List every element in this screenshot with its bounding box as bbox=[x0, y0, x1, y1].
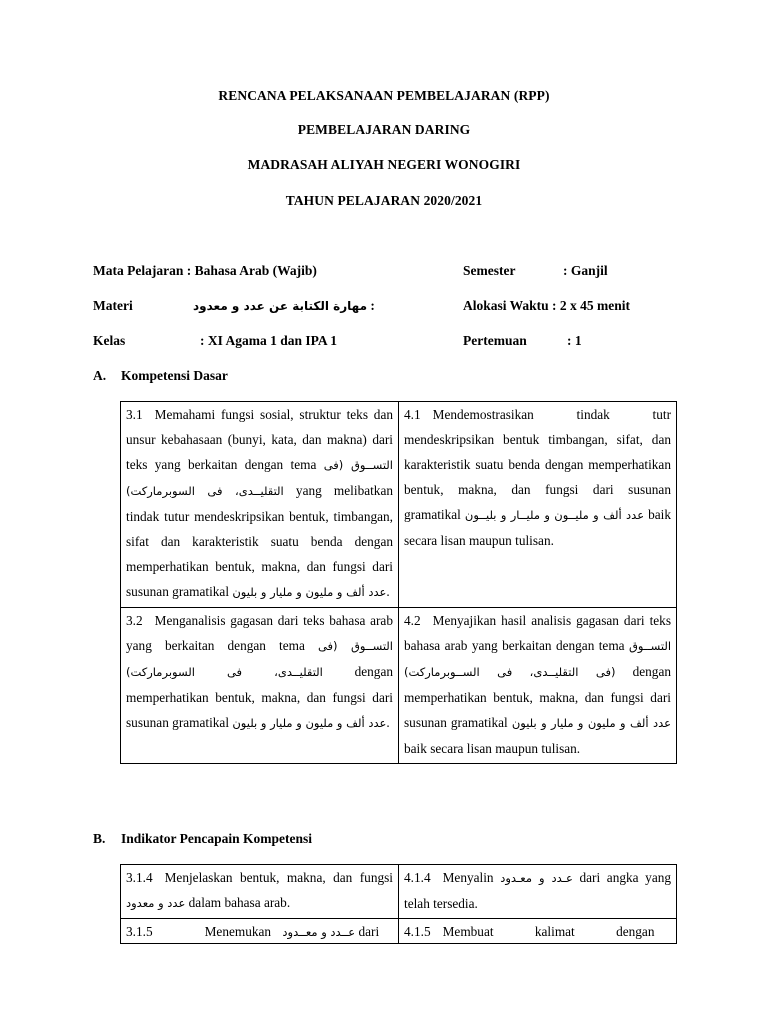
kd-arabic-text: عدد ألف و مليــون و مليــار و بليــون bbox=[464, 508, 645, 522]
ipk-4-1-4-cell bbox=[399, 865, 677, 919]
ipk-number: 3.1.4 bbox=[126, 870, 153, 885]
ipk-text: Menjelaskan bentuk, makna, dan fungsi bbox=[164, 870, 393, 885]
kd-text: baik secara lisan maupun tulisan. bbox=[404, 741, 581, 756]
kd-4-2-cell bbox=[399, 608, 677, 764]
ipk-number: 4.1.5 bbox=[404, 924, 431, 939]
kd-4-1-cell bbox=[399, 402, 677, 608]
ipk-arabic-text: عدد و معدود bbox=[126, 896, 186, 910]
kd-text: Memahami fungsi sosial, struktur teks dan unsur kebahasaan (bunyi, kata, dan makna) dari teks yang berkaitan dengan tema bbox=[126, 407, 393, 472]
pertemuan-value: : 1 bbox=[567, 333, 582, 348]
section-b-letter: B. bbox=[93, 831, 106, 846]
kd-3-1-cell bbox=[121, 402, 399, 608]
ipk-number: 4.1.4 bbox=[404, 870, 431, 885]
kd-number: 4.1 bbox=[404, 407, 421, 422]
ipk-3-1-5-cell bbox=[121, 919, 399, 944]
table-row bbox=[121, 608, 677, 764]
kd-text: . bbox=[386, 715, 390, 730]
kd-text: Menganalisis gagasan dari teks bahasa arab yang berkaitan dengan tema bbox=[126, 613, 393, 653]
kd-3-2-cell bbox=[121, 608, 399, 764]
ipk-4-1-5-cell bbox=[399, 919, 677, 944]
ipk-text: Menemukan bbox=[204, 924, 272, 939]
info-pertemuan bbox=[463, 333, 582, 349]
doc-title-daring: PEMBELAJARAN DARING bbox=[297, 122, 471, 137]
ipk-text: Menyalin bbox=[442, 870, 494, 885]
ipk-text: dalam bahasa arab. bbox=[188, 895, 291, 910]
info-materi bbox=[93, 298, 375, 314]
kd-number: 3.2 bbox=[126, 613, 143, 628]
kd-text: dengan memperhatikan bentuk, makna, dan fungsi dari susunan gramatikal bbox=[126, 664, 394, 730]
kelas-value: : XI Agama 1 dan IPA 1 bbox=[200, 333, 338, 348]
kd-arabic-text: التســوق (فى التقليــدى، فى الســوبرماركت) bbox=[404, 639, 672, 679]
ipk-text: dari bbox=[358, 924, 380, 939]
section-a-title: Kompetensi Dasar bbox=[121, 368, 228, 383]
semester-label: Semester bbox=[463, 263, 516, 278]
ipk-number: 3.1.5 bbox=[126, 924, 153, 939]
materi-label: Materi bbox=[93, 298, 133, 313]
section-b-heading bbox=[93, 831, 312, 847]
table-row bbox=[121, 402, 677, 608]
kd-arabic-text: عدد ألف و مليون و مليار و بليون bbox=[511, 716, 671, 730]
table-row bbox=[121, 919, 677, 944]
kd-arabic-text: عدد ألف و مليون و مليار و بليون bbox=[232, 716, 387, 730]
kd-text: . bbox=[386, 584, 390, 599]
ipk-arabic-text: عـدد و معـدود bbox=[500, 871, 573, 885]
kd-text: dengan memperhatikan bentuk, makna, dan fungsi dari susunan gramatikal bbox=[404, 664, 671, 730]
ipk-text: dari angka yang telah tersedia. bbox=[404, 870, 672, 911]
kd-arabic-text: عدد ألف و مليون و مليار و بليون bbox=[232, 585, 387, 599]
alokasi-label: Alokasi Waktu bbox=[463, 298, 549, 313]
section-b-title: Indikator Pencapain Kompetensi bbox=[121, 831, 313, 846]
kd-number: 3.1 bbox=[126, 407, 143, 422]
info-mapel bbox=[93, 263, 317, 279]
alokasi-value: : 2 x 45 menit bbox=[552, 298, 631, 313]
info-semester bbox=[463, 263, 608, 279]
indikator-table bbox=[120, 864, 677, 944]
mapel-value: : Bahasa Arab (Wajib) bbox=[186, 263, 317, 278]
ipk-cell-clip bbox=[126, 919, 393, 941]
doc-title-rpp: RENCANA PELAKSANAAN PEMBELAJARAN (RPP) bbox=[218, 88, 550, 103]
doc-title-madrasah: MADRASAH ALIYAH NEGERI WONOGIRI bbox=[247, 157, 521, 172]
semester-value: : Ganjil bbox=[563, 263, 608, 278]
ipk-3-1-4-cell bbox=[121, 865, 399, 919]
table-row bbox=[121, 865, 677, 919]
kd-text: yang melibatkan tindak tutur mendeskripsikan bentuk, timbangan, sifat dan karakteristik suatu benda dengan memperhatikan bentuk, makna, dan fungsi dari susunan gramatikal bbox=[126, 483, 394, 599]
kd-number: 4.2 bbox=[404, 613, 421, 628]
kd-arabic-text: التســوق (فى التقليــدى، فى السوبرماركت) bbox=[126, 458, 393, 498]
section-a-letter: A. bbox=[93, 368, 107, 383]
info-kelas bbox=[93, 333, 337, 349]
kelas-label: Kelas bbox=[93, 333, 126, 348]
kd-text: Menyajikan hasil analisis gagasan dari teks bahasa arab yang berkaitan dengan tema bbox=[404, 613, 671, 653]
materi-value: مهارة الكتابة عن عدد و معدود bbox=[193, 299, 368, 313]
kompetensi-dasar-table bbox=[120, 401, 677, 764]
kd-arabic-text: التســوق (فى التقليــدى، فى السوبرماركت) bbox=[126, 639, 393, 679]
ipk-cell-clip bbox=[404, 919, 671, 941]
mapel-label: Mata Pelajaran bbox=[93, 263, 184, 278]
kd-text: Mendemostrasikan tindak tutr mendeskripsikan bentuk timbangan, sifat, dan karakteristik suatu benda dengan memperhatikan bentuk, makna, dan fungsi dari susunan gramatikal bbox=[404, 407, 671, 522]
materi-colon: : bbox=[370, 298, 375, 313]
doc-title-tahun: TAHUN PELAJARAN 2020/2021 bbox=[285, 193, 483, 208]
ipk-text: Membuat kalimat dengan bbox=[442, 924, 655, 939]
section-a-heading bbox=[93, 368, 228, 384]
pertemuan-label: Pertemuan bbox=[463, 333, 527, 348]
kd-text: baik secara lisan maupun tulisan. bbox=[404, 507, 671, 548]
info-alokasi bbox=[463, 298, 630, 314]
ipk-arabic-text: عــدد و معــدود bbox=[282, 925, 356, 939]
